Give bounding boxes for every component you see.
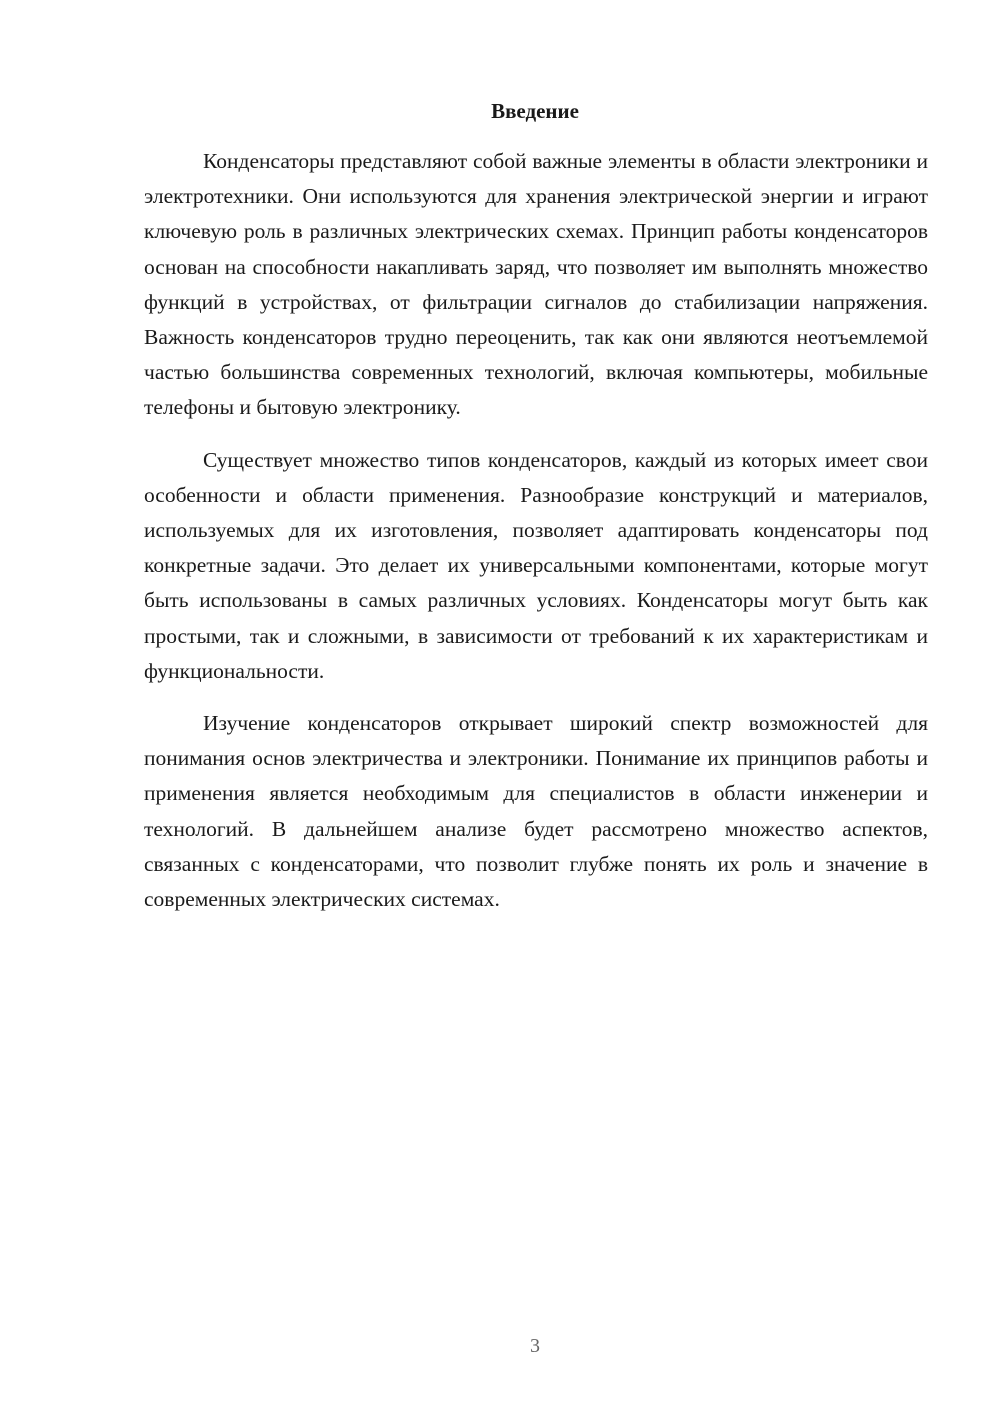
paragraph-2: Существует множество типов конденсаторов, каждый из которых имеет свои особенности и области применения. Разнообразие конструкций и материалов, используемых для их изготовления, позволяет адаптировать конденсаторы под конкретные задачи. Это делает их универсальными компонентами, которые могут быть использованы в самых различных условиях. Конденсаторы могут быть как простыми, так и сложными, в зависимости от требований к их характеристикам и функциональности.: [144, 447, 928, 683]
paragraph-1: Конденсаторы представляют собой важные элементы в области электроники и электротехники. Они используются для хранения электрической энергии и играют ключевую роль в различных электрических схемах. Принцип работы конденсаторов основан на способности накапливать заряд, что позволяет им выполнять множество функций в устройствах, от фильтрации сигналов до стабилизации напряжения. Важность конденсаторов трудно переоценить, так как они являются неотъемлемой частью большинства современных технологий, включая компьютеры, мобильные телефоны и бытовую электронику.: [144, 149, 928, 420]
paragraph-3: Изучение конденсаторов открывает широкий спектр возможностей для понимания основ электричества и электроники. Понимание их принципов работы и применения является необходимым для специалистов в области инженерии и технологий. В дальнейшем анализе будет рассмотрено множество аспектов, связанных с конденсаторами, что позволит глубже понять их роль и значение в современных электрических системах.: [144, 711, 928, 912]
page-number: 3: [530, 1335, 540, 1357]
body-text: [144, 144, 928, 934]
section-heading: Введение: [491, 99, 579, 123]
